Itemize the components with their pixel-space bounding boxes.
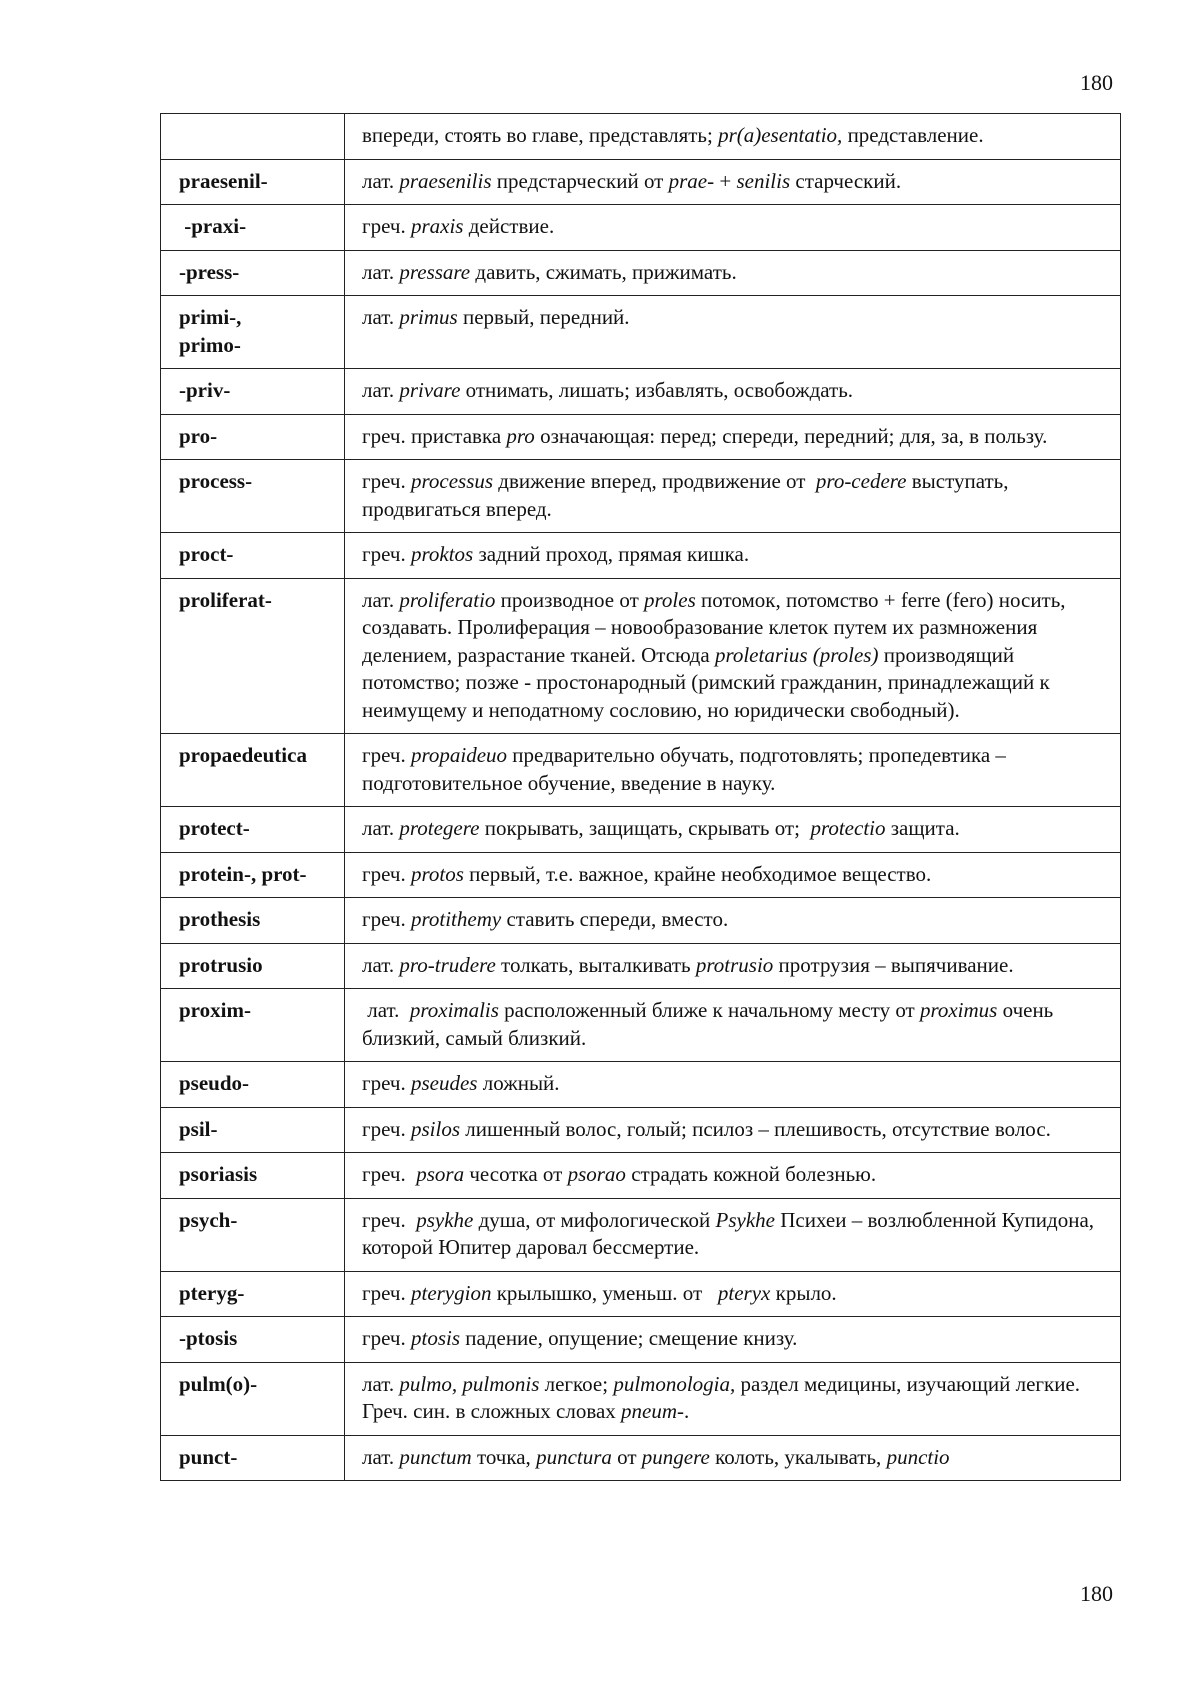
definition-italic-term: propaideuo xyxy=(410,743,508,767)
definition-italic-term: pro-cedere xyxy=(815,469,907,493)
glossary-row xyxy=(161,414,1121,460)
page-number-top: 180 xyxy=(1080,70,1113,95)
definition-italic-term: punctum xyxy=(399,1444,472,1469)
glossary-row xyxy=(161,1435,1121,1481)
definition-italic-term: psilos xyxy=(410,1116,460,1141)
definition-text: производящий потомство; позже - простонародный (римский гражданин, принадлежащий к неимущему и неподатному сословию, но юридически свободный). xyxy=(362,642,1055,722)
glossary-term xyxy=(161,734,345,807)
term-part: primi-, xyxy=(179,305,242,329)
glossary-term xyxy=(161,460,345,533)
definition-italic-term: prae- xyxy=(668,168,715,193)
definition-text: от xyxy=(611,1444,642,1469)
definition-italic-term: proktos xyxy=(410,542,474,566)
glossary-term xyxy=(161,159,345,205)
definition-text: защита. xyxy=(885,816,960,840)
definition-text: греч. xyxy=(362,469,411,493)
glossary-term xyxy=(161,989,345,1062)
glossary-term xyxy=(161,1107,345,1153)
glossary-definition xyxy=(345,852,1121,898)
glossary-row xyxy=(161,898,1121,944)
definition-text: греч. xyxy=(362,1071,411,1095)
term-part: proct- xyxy=(179,542,234,566)
definition-italic-term: psora xyxy=(416,1162,465,1186)
definition-text: Психеи – возлюбленной Купидона, которой Юпитер даровал бессмертие. xyxy=(362,1207,1100,1259)
glossary-definition xyxy=(345,414,1121,460)
definition-italic-term: punctura xyxy=(536,1444,612,1469)
term-part: propaedeutica xyxy=(179,743,307,767)
definition-italic-term: protos xyxy=(410,861,464,886)
definition-text: предстарческий от xyxy=(491,168,669,193)
term-part: proxim- xyxy=(179,998,251,1022)
glossary-row xyxy=(161,1153,1121,1199)
glossary-term xyxy=(161,852,345,898)
definition-text: лат. xyxy=(362,1371,400,1396)
definition-text: чесотка от xyxy=(464,1162,568,1186)
glossary-definition xyxy=(345,205,1121,251)
definition-text: отнимать, лишать; избавлять, освобождать. xyxy=(460,378,854,402)
glossary-row xyxy=(161,159,1121,205)
definition-italic-term: pr(a)esentatio, xyxy=(718,123,843,147)
definition-italic-term: protectio xyxy=(810,816,886,840)
glossary-definition xyxy=(345,114,1121,160)
definition-italic-term: processus xyxy=(410,469,494,493)
definition-italic-term: proles xyxy=(644,587,696,612)
definition-text: лат. xyxy=(362,587,400,612)
glossary-row xyxy=(161,533,1121,579)
definition-italic-term: proliferatio xyxy=(399,587,496,612)
glossary-row xyxy=(161,1271,1121,1317)
term-part: prothesis xyxy=(179,907,261,931)
glossary-row xyxy=(161,1317,1121,1363)
glossary-term xyxy=(161,1062,345,1108)
glossary-term xyxy=(161,1362,345,1435)
glossary-term xyxy=(161,1153,345,1199)
glossary-term xyxy=(161,578,345,734)
definition-text: греч. xyxy=(362,1162,417,1186)
definition-italic-term: protegere xyxy=(399,816,480,840)
definition-text: греч. xyxy=(362,1207,417,1232)
term-part: -press- xyxy=(179,259,240,284)
glossary-term xyxy=(161,114,345,160)
definition-text: колоть, укалывать, xyxy=(709,1444,887,1469)
definition-italic-term: praesenilis xyxy=(399,168,492,193)
definition-italic-term: ptosis xyxy=(410,1326,460,1350)
glossary-row xyxy=(161,369,1121,415)
definition-italic-term: praxis xyxy=(410,214,464,238)
term-part: protrusio xyxy=(179,952,263,977)
glossary-row xyxy=(161,807,1121,853)
definition-text: действие. xyxy=(463,214,555,238)
definition-text: старческий. xyxy=(790,168,902,193)
glossary-row xyxy=(161,296,1121,369)
definition-text: + xyxy=(714,168,737,193)
glossary-row xyxy=(161,852,1121,898)
term-part: pulm(o)- xyxy=(179,1371,258,1396)
definition-text: давить, сжимать, прижимать. xyxy=(470,259,737,284)
definition-italic-term: pulmo, pulmonis xyxy=(399,1371,540,1396)
definition-text: выступать, продвигаться вперед. xyxy=(362,469,1014,521)
glossary-term xyxy=(161,369,345,415)
glossary-term xyxy=(161,898,345,944)
term-part: psil- xyxy=(179,1116,218,1141)
glossary-definition xyxy=(345,1062,1121,1108)
term-part: pro- xyxy=(179,423,218,448)
glossary-term xyxy=(161,414,345,460)
definition-italic-term: pterygion xyxy=(410,1280,492,1305)
definition-text: греч. xyxy=(362,542,411,566)
term-part: pseudo- xyxy=(179,1071,250,1095)
definition-italic-term: pro-trudere xyxy=(399,952,496,977)
glossary-definition xyxy=(345,369,1121,415)
definition-text: . xyxy=(684,1399,690,1423)
definition-italic-term: psykhe xyxy=(416,1207,474,1232)
definition-text: лат. xyxy=(362,998,410,1022)
definition-text: лат. xyxy=(362,305,400,329)
glossary-row xyxy=(161,1062,1121,1108)
definition-text: очень близкий, самый близкий. xyxy=(362,998,1059,1050)
definition-text: падение, опущение; смещение книзу. xyxy=(460,1326,798,1350)
definition-text: греч. приставка xyxy=(362,423,507,448)
definition-italic-term: senilis xyxy=(736,168,791,193)
glossary-term xyxy=(161,296,345,369)
glossary-definition xyxy=(345,943,1121,989)
glossary-definition xyxy=(345,1271,1121,1317)
definition-italic-term: pulmonologia, xyxy=(613,1371,736,1396)
definition-italic-term: psorao xyxy=(567,1162,626,1186)
definition-text: греч. xyxy=(362,1116,411,1141)
glossary-definition xyxy=(345,1198,1121,1271)
definition-text: первый, передний. xyxy=(457,305,630,329)
glossary-row xyxy=(161,989,1121,1062)
glossary-definition xyxy=(345,898,1121,944)
definition-text: лат. xyxy=(362,952,400,977)
definition-text: греч. xyxy=(362,214,411,238)
term-part: -praxi- xyxy=(179,214,247,238)
definition-text: ложный. xyxy=(477,1071,560,1095)
definition-text: греч. xyxy=(362,861,411,886)
definition-text: точка, xyxy=(471,1444,537,1469)
glossary-definition xyxy=(345,1362,1121,1435)
term-part: psoriasis xyxy=(179,1162,258,1186)
glossary-definition xyxy=(345,578,1121,734)
term-part: pteryg- xyxy=(179,1280,245,1305)
definition-text: впереди, стоять во главе, представлять; xyxy=(362,123,719,147)
definition-text: ставить спереди, вместо. xyxy=(501,907,729,931)
definition-italic-term: primus xyxy=(399,305,458,329)
term-part: protein-, prot- xyxy=(179,861,307,886)
term-part: proliferat- xyxy=(179,587,272,612)
glossary-definition xyxy=(345,159,1121,205)
glossary-row xyxy=(161,114,1121,160)
term-part: psych- xyxy=(179,1207,238,1232)
definition-text: страдать кожной болезнью. xyxy=(625,1162,877,1186)
term-part: process- xyxy=(179,469,253,493)
term-part: -ptosis xyxy=(179,1326,238,1350)
definition-text: задний проход, прямая кишка. xyxy=(473,542,750,566)
glossary-row xyxy=(161,250,1121,296)
definition-text: лат. xyxy=(362,816,400,840)
glossary-definition xyxy=(345,533,1121,579)
glossary-row xyxy=(161,734,1121,807)
definition-text: означающая: перед; спереди, передний; для, за, в пользу. xyxy=(534,423,1048,448)
glossary-row xyxy=(161,1198,1121,1271)
glossary-term xyxy=(161,807,345,853)
definition-text: движение вперед, продвижение от xyxy=(493,469,816,493)
glossary-row xyxy=(161,1362,1121,1435)
glossary-term xyxy=(161,1198,345,1271)
definition-italic-term: punctio xyxy=(886,1444,950,1469)
definition-text: греч. xyxy=(362,743,411,767)
definition-text: лишенный волос, голый; псилоз – плешивость, отсутствие волос. xyxy=(460,1116,1051,1141)
definition-text: покрывать, защищать, скрывать от; xyxy=(479,816,811,840)
glossary-definition xyxy=(345,460,1121,533)
term-part: protect- xyxy=(179,816,250,840)
glossary-definition xyxy=(345,1317,1121,1363)
definition-italic-term: pressare xyxy=(399,259,471,284)
glossary-term xyxy=(161,943,345,989)
definition-italic-term: pungere xyxy=(641,1444,710,1469)
definition-italic-term: protrusio xyxy=(695,952,774,977)
glossary-row xyxy=(161,460,1121,533)
definition-text: легкое; xyxy=(539,1371,614,1396)
term-part: primo- xyxy=(179,332,241,357)
definition-text: греч. xyxy=(362,1326,411,1350)
definition-italic-term: protithemy xyxy=(410,907,502,931)
definition-text: лат. xyxy=(362,1444,400,1469)
glossary-definition xyxy=(345,1107,1121,1153)
definition-text: потомок, потомство + ferre (fero) носить, создавать. Пролиферация – новообразование клеток путем их размножения делением, разрастание тканей. Отсюда xyxy=(362,587,1071,667)
definition-italic-term: proximus xyxy=(919,998,998,1022)
glossary-definition xyxy=(345,1435,1121,1481)
glossary-row xyxy=(161,205,1121,251)
glossary-term xyxy=(161,1435,345,1481)
definition-italic-term: privare xyxy=(399,378,461,402)
definition-text: производное от xyxy=(495,587,645,612)
definition-text: крыло. xyxy=(770,1280,837,1305)
definition-text: протрузия – выпячивание. xyxy=(773,952,1014,977)
definition-italic-term: pneum- xyxy=(621,1399,685,1423)
definition-text: представление. xyxy=(842,123,984,147)
glossary-row xyxy=(161,1107,1121,1153)
definition-italic-term: proletarius (proles) xyxy=(714,642,879,667)
glossary-term xyxy=(161,1317,345,1363)
glossary-definition xyxy=(345,250,1121,296)
definition-text: греч. xyxy=(362,1280,411,1305)
definition-text: греч. xyxy=(362,907,411,931)
definition-text: лат. xyxy=(362,168,400,193)
definition-text: толкать, выталкивать xyxy=(495,952,696,977)
glossary-row xyxy=(161,578,1121,734)
definition-text: душа, от мифологической xyxy=(473,1207,716,1232)
definition-text: предварительно обучать, подготовлять; пропедевтика – подготовительное обучение, введение в науку. xyxy=(362,743,1012,795)
glossary-table xyxy=(160,113,1121,1481)
definition-text: расположенный ближе к начальному месту от xyxy=(498,998,920,1022)
definition-text: крылышко, уменьш. от xyxy=(491,1280,718,1305)
glossary-term xyxy=(161,250,345,296)
definition-text: лат. xyxy=(362,378,400,402)
glossary-definition xyxy=(345,296,1121,369)
glossary-definition xyxy=(345,734,1121,807)
definition-italic-term: Psykhe xyxy=(715,1207,775,1232)
page-number-bottom: 180 xyxy=(1080,1581,1113,1606)
term-part: -priv- xyxy=(179,378,231,402)
glossary-definition xyxy=(345,989,1121,1062)
definition-italic-term: proximalis xyxy=(409,998,499,1022)
definition-text: первый, т.е. важное, крайне необходимое вещество. xyxy=(463,861,932,886)
glossary-term xyxy=(161,533,345,579)
glossary-term xyxy=(161,205,345,251)
glossary-definition xyxy=(345,807,1121,853)
definition-italic-term: pro xyxy=(506,423,535,448)
term-part: praesenil- xyxy=(179,168,268,193)
glossary-term xyxy=(161,1271,345,1317)
glossary-definition xyxy=(345,1153,1121,1199)
definition-text: раздел медицины, изучающий легкие. Греч. син. в сложных словах xyxy=(362,1371,1086,1423)
definition-italic-term: pseudes xyxy=(410,1071,478,1095)
term-part: punct- xyxy=(179,1444,238,1469)
glossary-row xyxy=(161,943,1121,989)
definition-text: лат. xyxy=(362,259,400,284)
definition-italic-term: pteryx xyxy=(717,1280,771,1305)
